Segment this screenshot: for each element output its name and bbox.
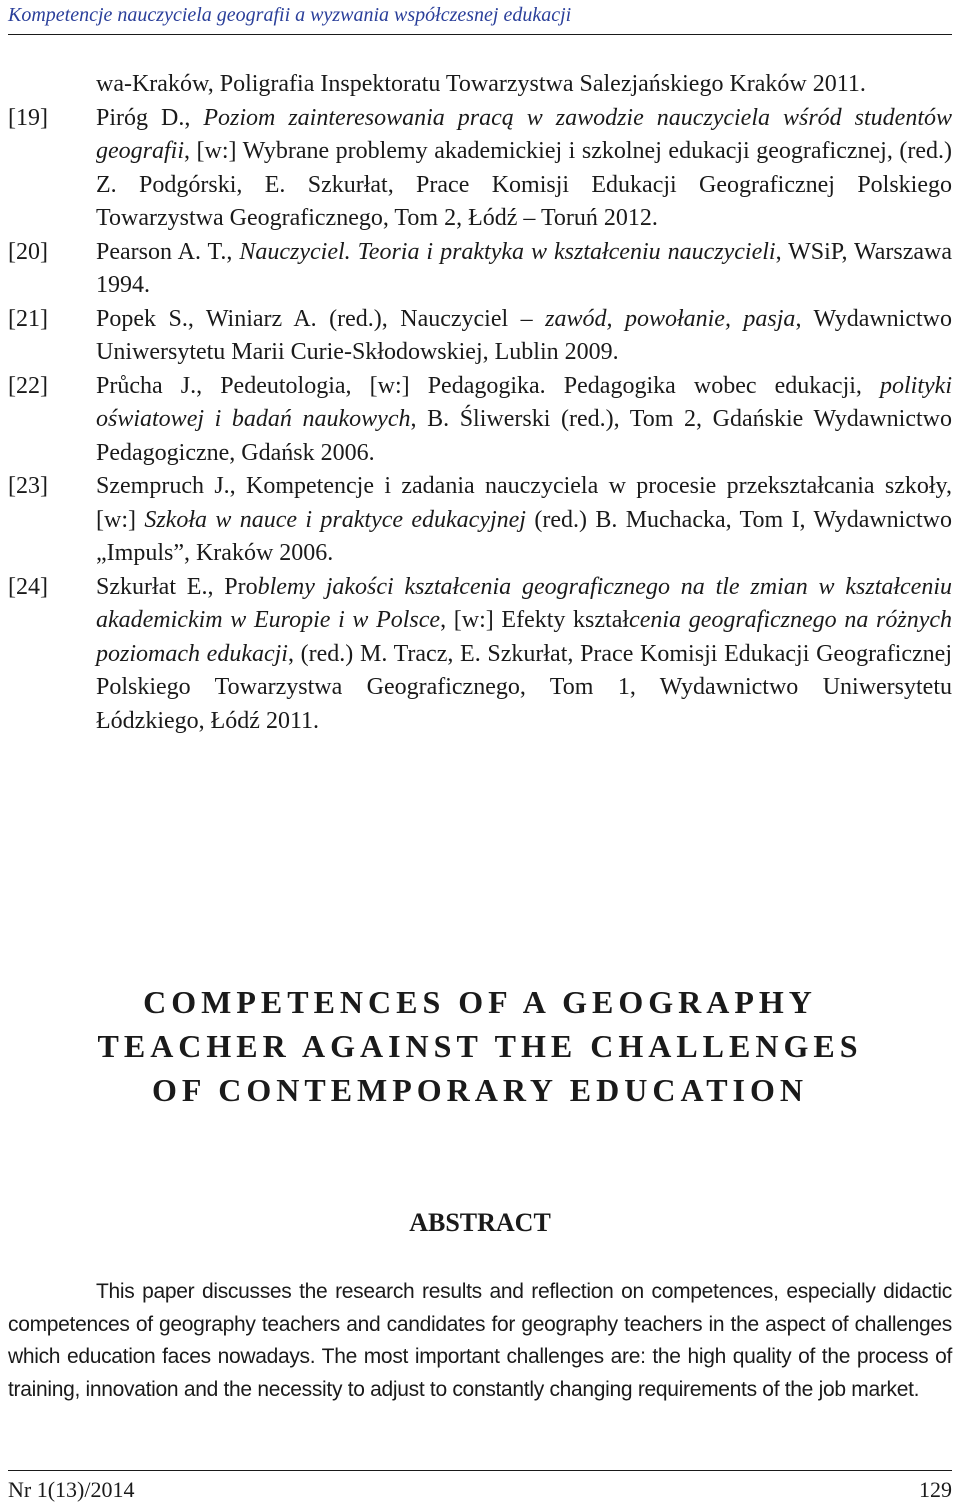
reference-text-part: Szempruch J., Kompetencje i zadania nauczyciela w procesie przekształcania szkoły, [w:] — [96, 473, 952, 533]
footer-rule — [8, 1470, 952, 1471]
reference-text-part: , B. Śliwerski (red.), Tom 2, Gdańskie Wydawnictwo Pedagogiczne, Gdańsk 2006. — [96, 406, 952, 466]
reference-text — [96, 102, 952, 236]
title-line-2: TEACHER AGAINST THE CHALLENGES — [97, 1028, 863, 1064]
title-line-1: COMPETENCES OF A GEOGRAPHY — [143, 984, 817, 1020]
reference-number: [23] — [8, 473, 48, 499]
reference-title-italic: Poziom zainteresowania pracą w zawodzie nauczyciela wśród studentów geografii — [96, 104, 953, 164]
reference-entry — [8, 236, 952, 303]
reference-text-part: , [w:] Efekty kształ — [440, 607, 630, 633]
reference-number: [20] — [8, 238, 48, 265]
reference-title-italic: polityki oświatowej i badań naukowych — [96, 372, 952, 432]
reference-text-part: , [w:] Wybrane problemy akademickiej i szkolnej edukacji geograficznej, (red.) Z. Podgórski, E. Szkurłat, Prace Komisji Edukacji Geograficznej Polskiego Towarzystwa Geograficznego, Tom 2, Łódź – Toruń 2012. — [96, 138, 952, 231]
reference-text — [96, 370, 952, 471]
reference-text-part: , WSiP, Warszawa 1994. — [96, 238, 953, 298]
references-list — [8, 68, 952, 738]
reference-number: [24] — [8, 573, 48, 600]
reference-text — [96, 571, 952, 739]
reference-text-part: , (red.) M. Tracz, E. Szkurłat, Prace Komisji Edukacji Geograficznej Polskiego Towarzystwa Geograficznego, Tom 1, Wydawnictwo Uniwersytetu Łódzkiego, Łódź 2011. — [96, 640, 952, 734]
reference-entry — [8, 68, 952, 102]
reference-entry — [8, 102, 952, 236]
reference-text-part: wa-Kraków, Poligrafia Inspektoratu Towarzystwa Salezjańskiego Kraków 2011. — [96, 71, 866, 97]
reference-title-italic: Nauczyciel. Teoria i praktyka w kształceniu nauczycieli — [239, 238, 776, 265]
abstract-text: This paper discusses the research results and reflection on competences, especially didactic competences of geography teachers and candidates for geography teachers in the aspect of challenges which education faces nowadays. The most important challenges are: the high quality of the process of training, innovation and the necessity to adjust to constantly changing requirements of the job market. — [8, 1280, 952, 1401]
reference-entry — [8, 571, 952, 739]
reference-text-part: (red.) B. Muchacka, Tom I, Wydawnictwo „Impuls”, Kraków 2006. — [96, 506, 952, 566]
reference-text-part: Popek S., Winiarz A. (red.), Nauczyciel – — [96, 305, 546, 332]
title-line-3: OF CONTEMPORARY EDUCATION — [151, 1072, 808, 1108]
reference-text — [96, 303, 952, 370]
reference-text-part: , Wydawnictwo Uniwersytetu Marii Curie-Skłodowskiej, Lublin 2009. — [96, 305, 952, 365]
page-number: 129 — [919, 1477, 952, 1502]
reference-number: [19] — [8, 104, 48, 131]
reference-title-italic: cenia geograficznego na różnych poziomach edukacji — [96, 607, 953, 667]
reference-text-part: Szkurłat E., Pro — [96, 573, 258, 600]
reference-entry — [8, 303, 952, 370]
reference-text-part: Průcha J., Pedeutologia, [w:] Pedagogika. Pedagogika wobec edukacji, — [96, 372, 881, 399]
reference-text — [96, 236, 952, 303]
reference-text — [96, 470, 952, 571]
reference-number: [21] — [8, 305, 48, 332]
reference-title-italic: blemy jakości kształcenia geograficznego na tle zmian w kształceniu akademickim w Europie i w Polsce — [96, 573, 952, 633]
reference-entry — [8, 370, 952, 471]
reference-title-italic: zawód, powołanie, pasja — [545, 305, 796, 332]
abstract-heading: ABSTRACT — [409, 1208, 551, 1237]
running-header — [8, 0, 952, 35]
issue-number: Nr 1(13)/2014 — [8, 1477, 135, 1502]
reference-entry — [8, 470, 952, 571]
reference-text-part: Pearson A. T., — [96, 238, 240, 265]
article-title — [0, 980, 960, 1112]
running-title: Kompetencje nauczyciela geografii a wyzwania współczesnej edukacji — [8, 4, 572, 26]
reference-text-part: Piróg D., — [96, 104, 204, 131]
reference-title-italic: Szkoła w nauce i praktyce edukacyjnej — [144, 506, 526, 533]
reference-number: [22] — [8, 372, 48, 399]
reference-text — [96, 68, 952, 102]
